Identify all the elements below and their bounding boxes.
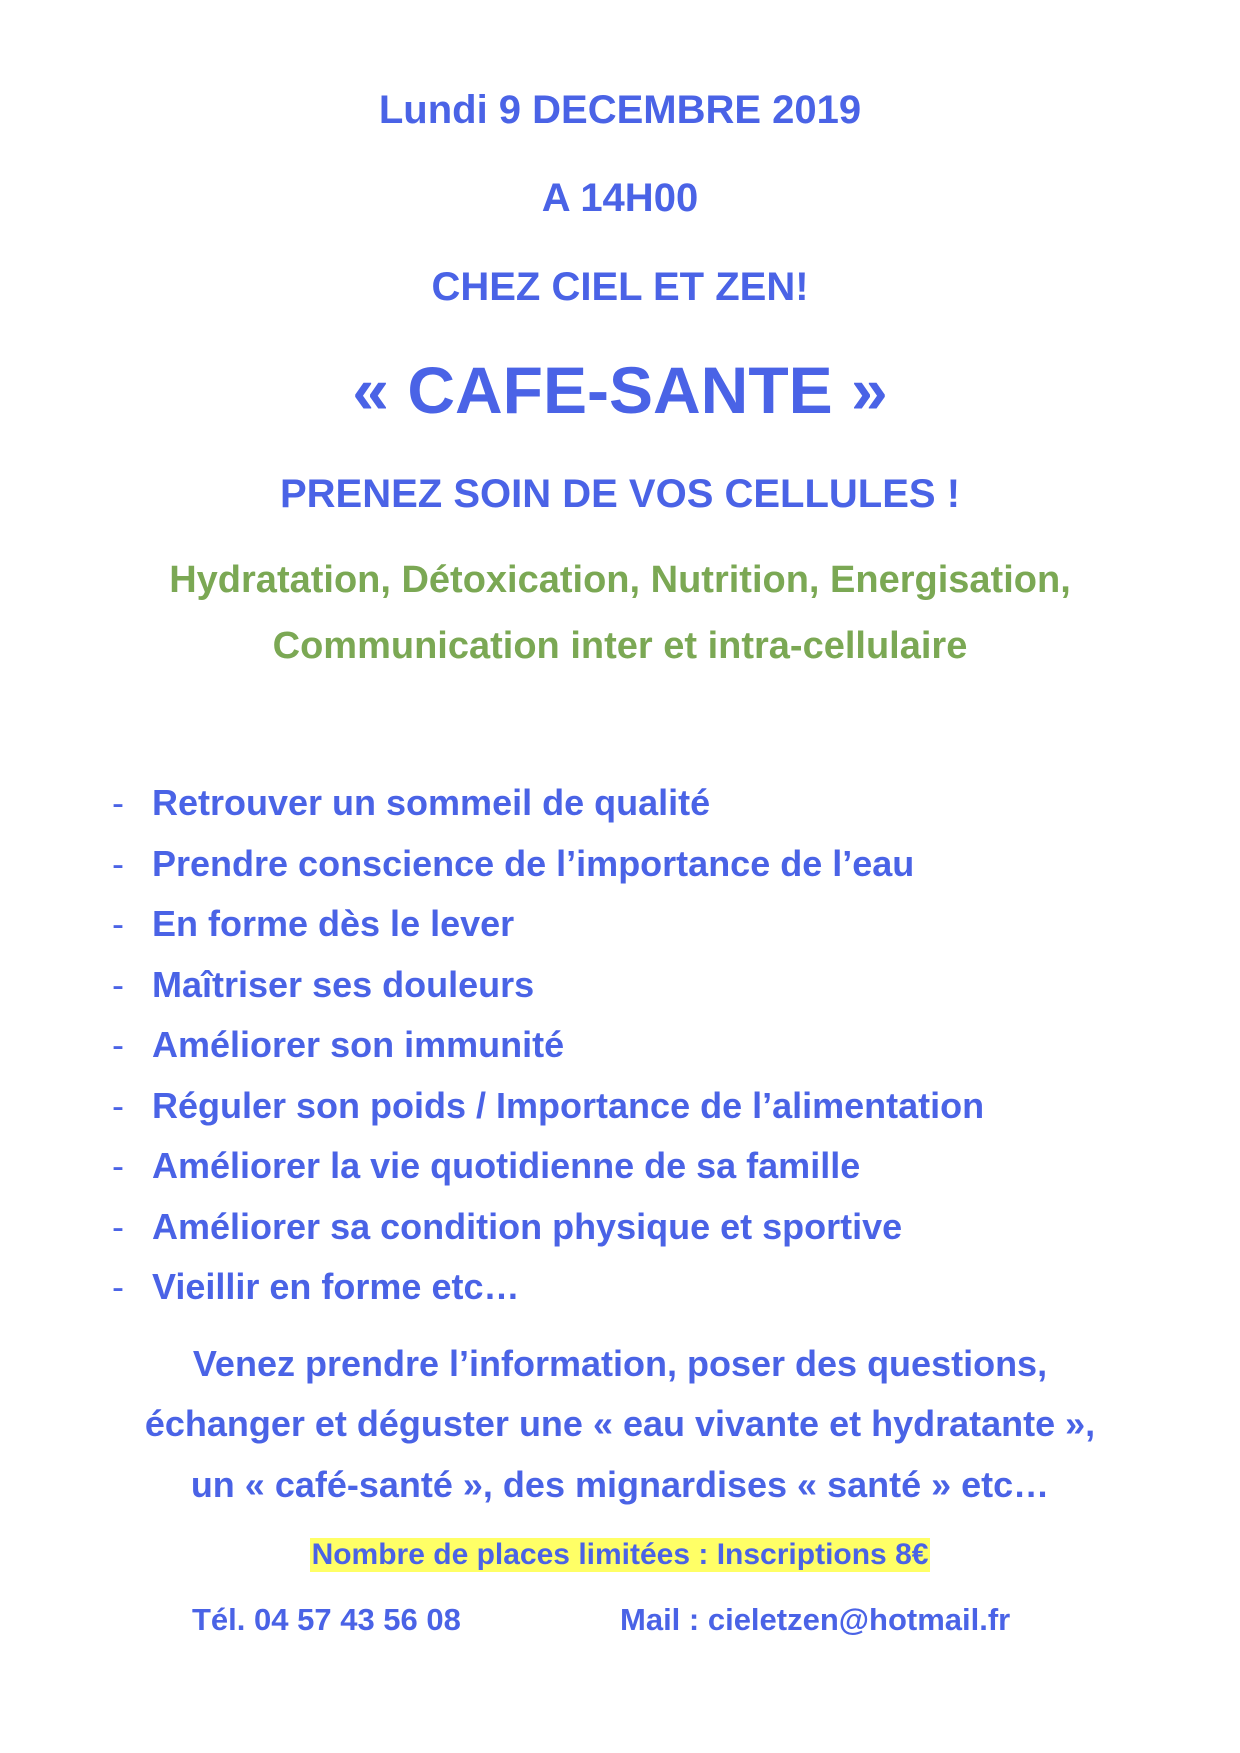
- contact-mail[interactable]: Mail : cieletzen@hotmail.fr: [620, 1602, 1011, 1637]
- topics-line-2: Communication inter et intra-cellulaire: [272, 625, 968, 667]
- list-item: [112, 1084, 985, 1149]
- list-item: [112, 842, 984, 907]
- event-place: CHEZ CIEL ET ZEN!: [431, 265, 809, 309]
- list-item: [112, 963, 984, 1028]
- places-notice-row: [0, 1538, 1240, 1572]
- bullet-dash: -: [112, 1266, 124, 1307]
- bullet-dash: -: [112, 1205, 124, 1247]
- list-item-text: Prendre conscience de l’importance de l’eau: [152, 842, 915, 884]
- bullet-dash: -: [112, 1145, 124, 1186]
- list-item: [112, 782, 984, 846]
- event-title: « CAFE-SANTE »: [352, 353, 888, 427]
- list-item-text: Améliorer la vie quotidienne de sa famille: [152, 1145, 861, 1186]
- topics-line-1: Hydratation, Détoxication, Nutrition, Energisation,: [169, 559, 1071, 601]
- list-item-text: En forme dès le lever: [152, 903, 515, 944]
- bullet-dash: -: [112, 1024, 124, 1065]
- bullet-dash: -: [112, 842, 124, 884]
- bullet-dash: -: [112, 782, 124, 823]
- bullet-dash: -: [112, 903, 124, 944]
- benefits-list: [112, 782, 985, 1330]
- list-item: [112, 1205, 984, 1270]
- contact-phone[interactable]: Tél. 04 57 43 56 08: [192, 1602, 461, 1637]
- list-item-text: Améliorer sa condition physique et sportive: [152, 1205, 903, 1247]
- list-item: [112, 1145, 984, 1209]
- list-item-text: Maîtriser ses douleurs: [152, 963, 535, 1005]
- invitation-line-3: un « café-santé », des mignardises « santé » etc…: [190, 1464, 1050, 1505]
- event-time: A 14H00: [541, 176, 699, 220]
- event-date: Lundi 9 DECEMBRE 2019: [378, 88, 862, 132]
- list-item-text: Retrouver un sommeil de qualité: [152, 782, 711, 823]
- list-item-text: Vieillir en forme etc…: [152, 1266, 520, 1307]
- invitation-line-1: Venez prendre l’information, poser des questions,: [192, 1343, 1048, 1384]
- list-item: [112, 903, 984, 967]
- bullet-dash: -: [112, 1084, 124, 1126]
- bullet-dash: -: [112, 963, 124, 1005]
- list-item-text: Améliorer son immunité: [152, 1024, 565, 1065]
- event-tagline: PRENEZ SOIN DE VOS CELLULES !: [279, 472, 961, 516]
- list-item-text: Réguler son poids / Importance de l’alimentation: [152, 1084, 985, 1126]
- invitation-line-2: échanger et déguster une « eau vivante et hydratante »,: [144, 1403, 1096, 1444]
- places-notice: Nombre de places limitées : Inscriptions 8€: [311, 1538, 929, 1571]
- list-item: [112, 1024, 984, 1088]
- list-item: [112, 1266, 984, 1330]
